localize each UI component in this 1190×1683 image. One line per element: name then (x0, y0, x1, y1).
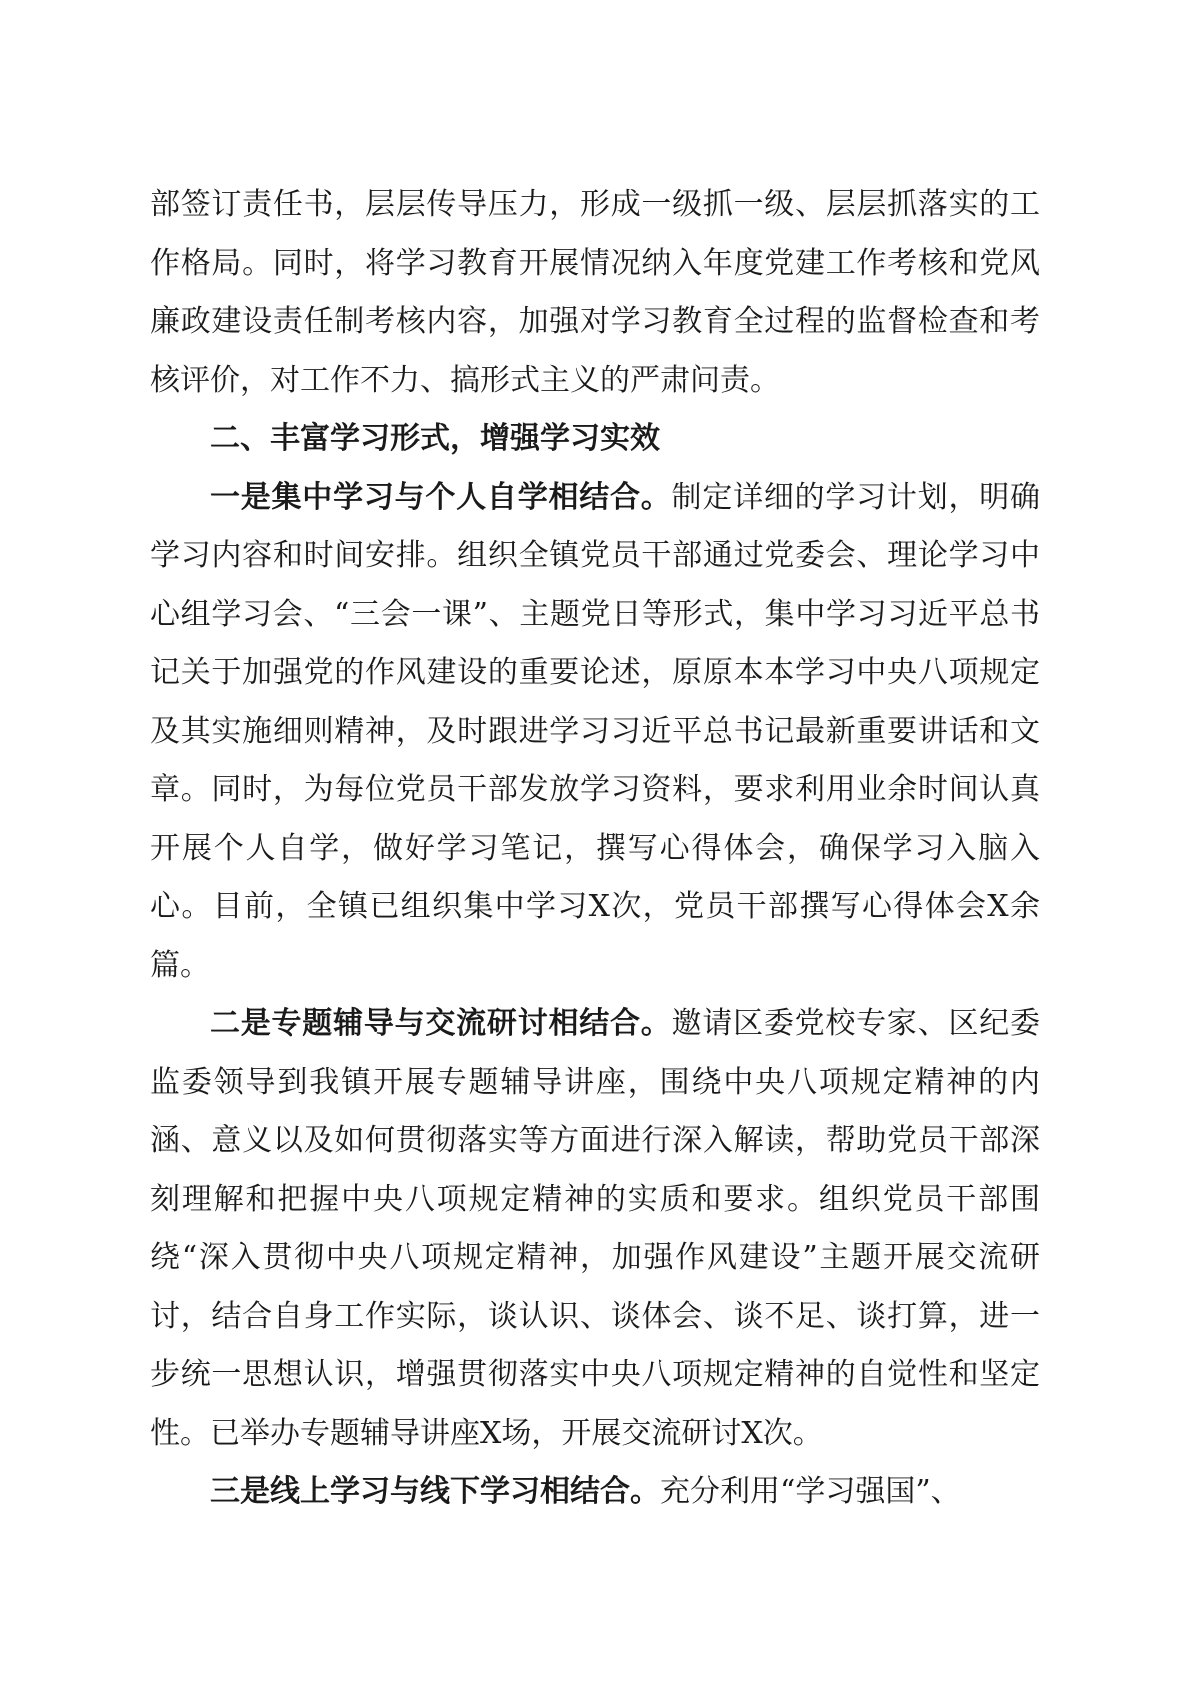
paragraph-point-1 (150, 469, 1040, 996)
paragraph-point-3 (150, 1463, 1040, 1522)
section-heading (150, 410, 1040, 469)
paragraph-lead: 一是集中学习与个人自学相结合。 (210, 479, 672, 515)
paragraph-text: 充分利用“学习强国”、 (660, 1474, 961, 1509)
paragraph-lead: 二是专题辅导与交流研讨相结合。 (210, 1006, 672, 1041)
paragraph-lead: 三是线上学习与线下学习相结合。 (210, 1474, 660, 1509)
document-body (150, 176, 1040, 1522)
section-heading-text: 二、丰富学习形式，增强学习实效 (210, 421, 660, 456)
paragraph-point-2 (150, 995, 1040, 1463)
paragraph-continued (150, 176, 1040, 410)
paragraph-text: 部签订责任书，层层传导压力，形成一级抓一级、层层抓落实的工作格局。同时，将学习教育开展情况纳入年度党建工作考核和党风廉政建设责任制考核内容，加强对学习教育全过程的监督检查和考核评价，对工作不力、搞形式主义的严肃问责。 (150, 187, 1040, 398)
paragraph-text: 邀请区委党校专家、区纪委监委领导到我镇开展专题辅导讲座，围绕中央八项规定精神的内涵、意义以及如何贯彻落实等方面进行深入解读，帮助党员干部深刻理解和把握中央八项规定精神的实质和要求。组织党员干部围绕“深入贯彻中央八项规定精神，加强作风建设”主题开展交流研讨，结合自身工作实际，谈认识、谈体会、谈不足、谈打算，进一步统一思想认识，增强贯彻落实中央八项规定精神的自觉性和坚定性。已举办专题辅导讲座X场，开展交流研讨X次。 (150, 1006, 1041, 1451)
paragraph-text: 制定详细的学习计划，明确学习内容和时间安排。组织全镇党员干部通过党委会、理论学习中心组学习会、“三会一课”、主题党日等形式，集中学习习近平总书记关于加强党的作风建设的重要论述，原原本本学习中央八项规定及其实施细则精神，及时跟进学习习近平总书记最新重要讲话和文章。同时，为每位党员干部发放学习资料，要求利用业余时间认真开展个人自学，做好学习笔记，撰写心得体会，确保学习入脑入心。目前，全镇已组织集中学习X次，党员干部撰写心得体会X余篇。 (150, 479, 1041, 983)
